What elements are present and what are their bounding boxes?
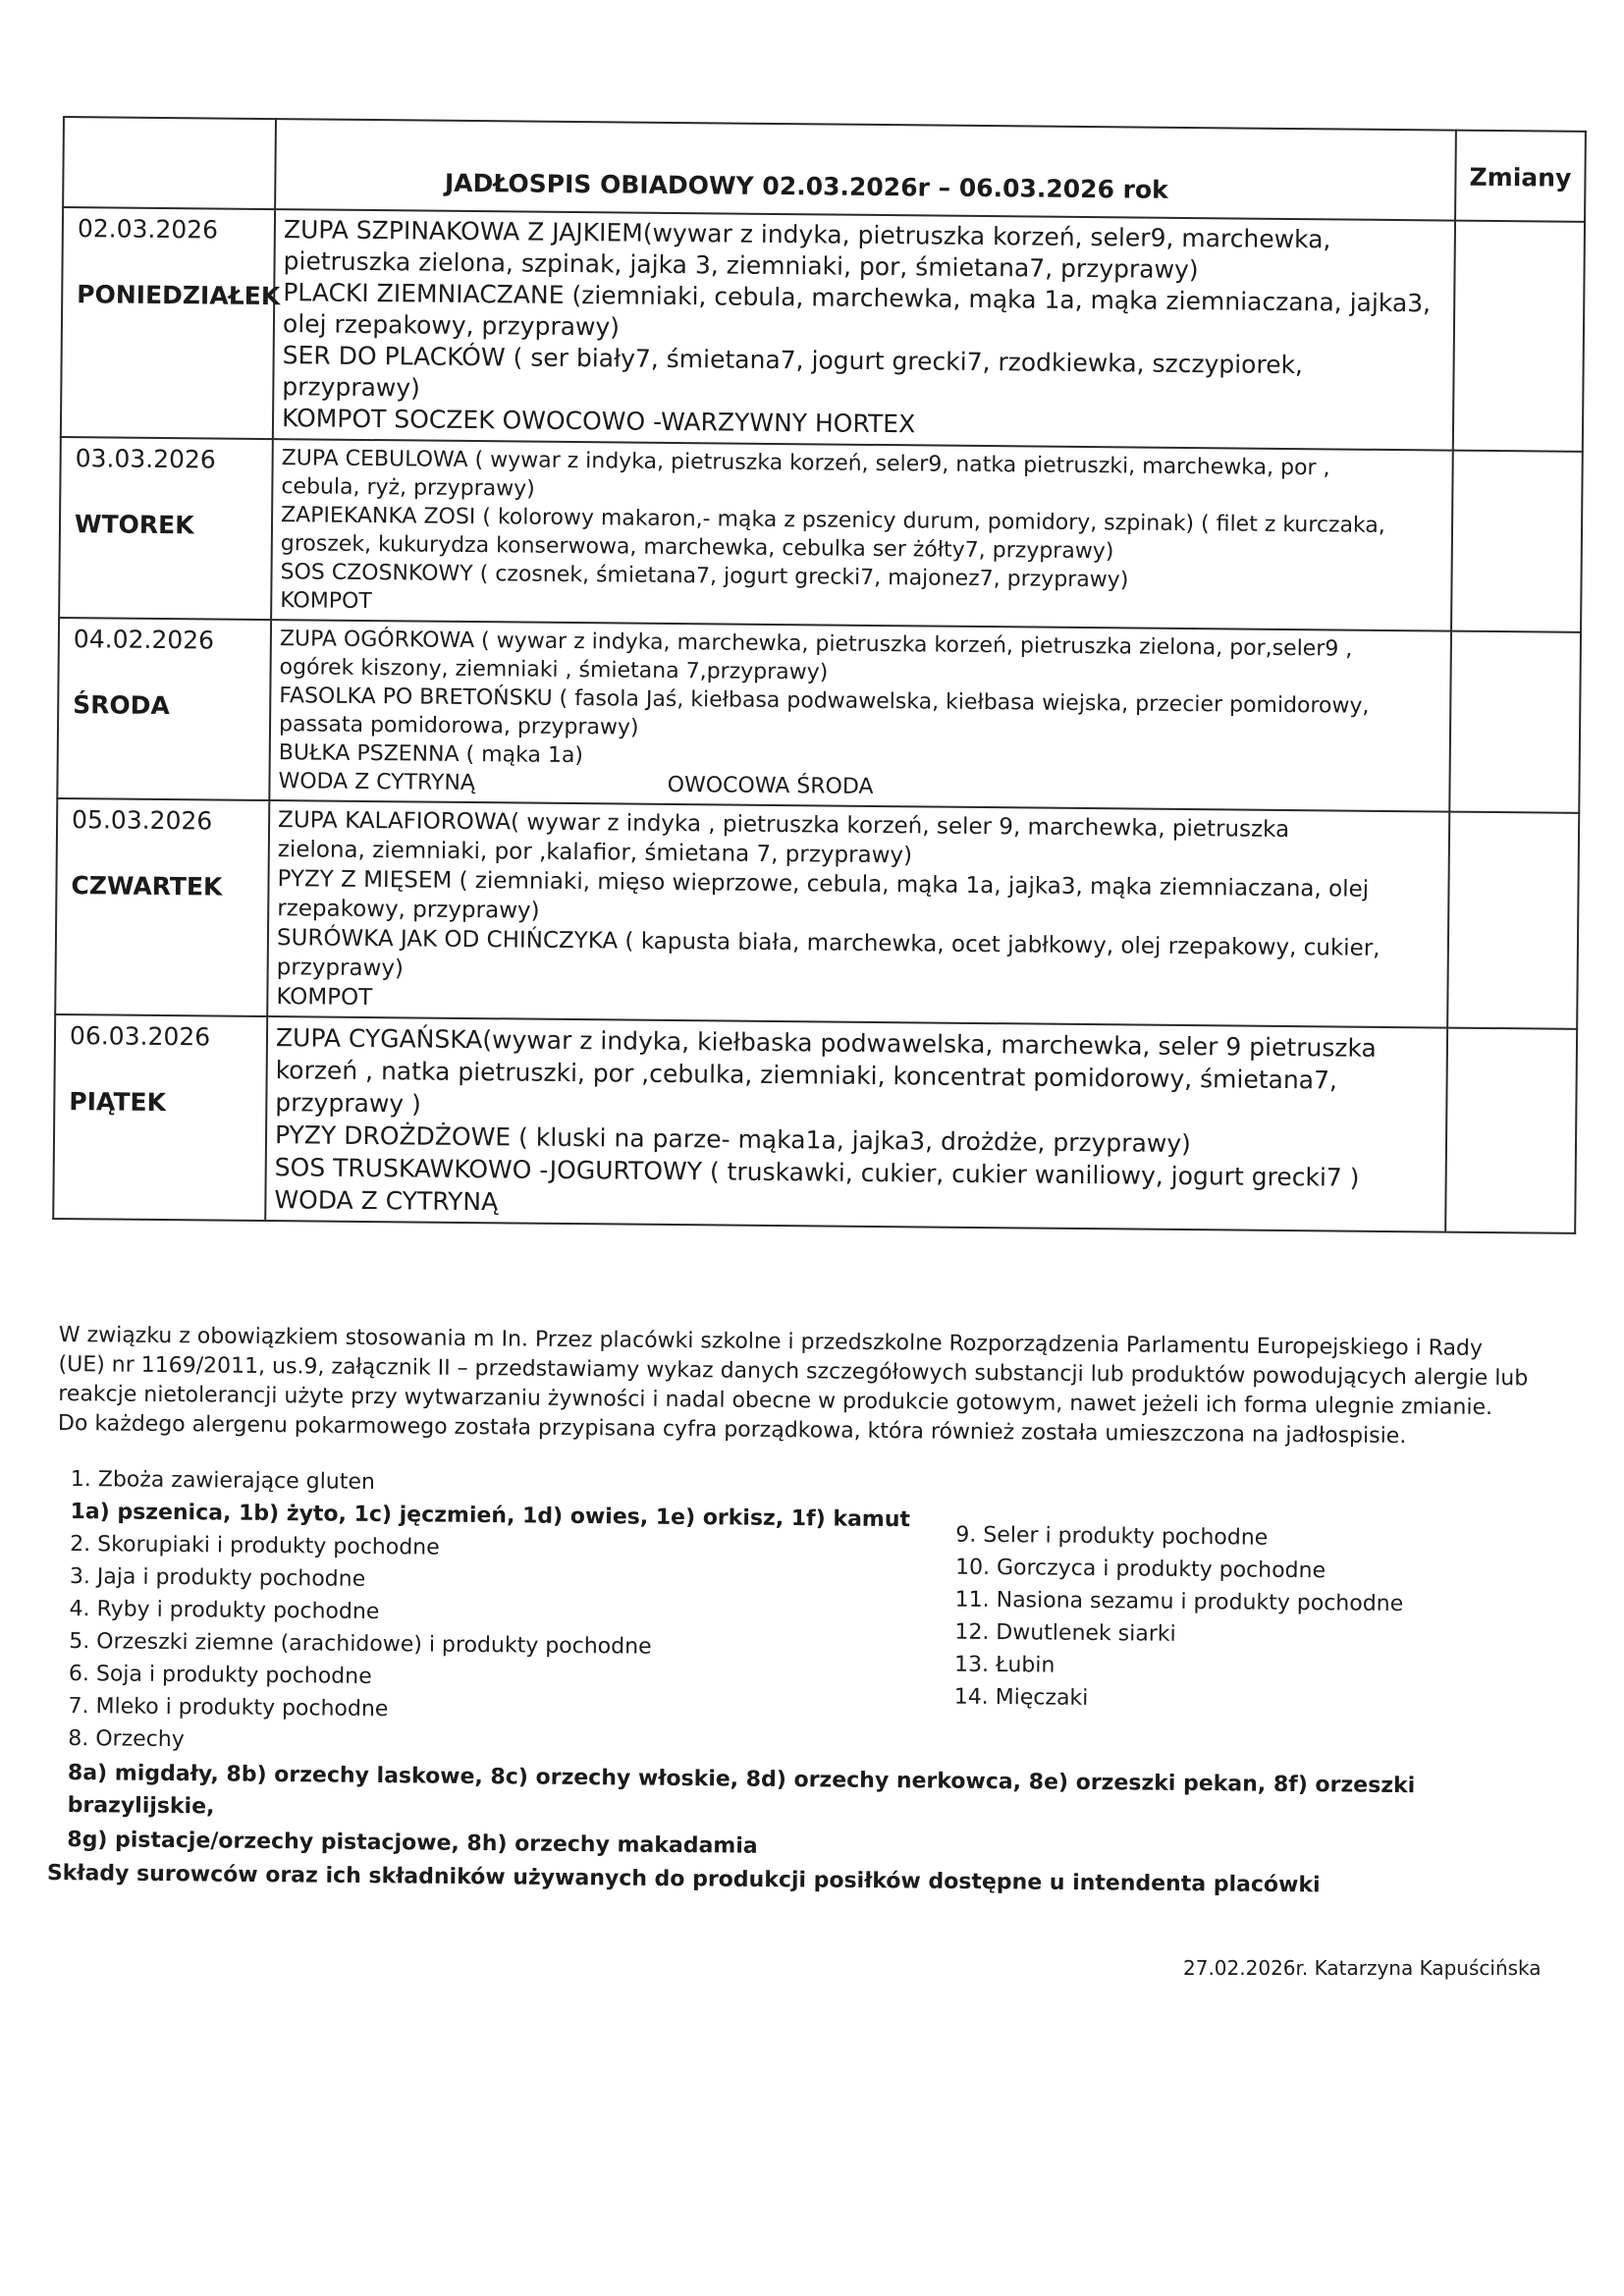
allergen-item: 3. Jaja i produkty pochodne [69,1563,366,1592]
allergen-list-right [954,1519,1447,1719]
header-changes-cell [1455,131,1586,222]
day-name: PONIEDZIAŁEK [77,280,281,311]
allergen-item: 14. Mięczaki [953,1684,1089,1711]
dish-line: rzepakowy, przyprawy) [277,896,540,924]
day-date: 04.02.2026 [73,625,215,655]
dish-line: ZUPA CEBULOWA ( wywar z indyka, pietruszka korzeń, seler9, natka pietruszki, marchewka, por , [281,446,1330,481]
dish-line: SOS CZOSNKOWY ( czosnek, śmietana7, jogurt grecki7, majonez7, przyprawy) [280,560,1129,593]
dishes-cell [267,800,1449,1028]
allergen-item: 11. Nasiona sezamu i produkty pochodne [954,1587,1404,1617]
allergen-item: 12. Dwutlenek siarki [954,1619,1176,1647]
dish-line: korzeń , natka pietruszki, por ,cebulka, ziemniaki, koncentrat pomidorowy, śmietana7, [275,1056,1338,1095]
dish-line: ZAPIEKANKA ZOSI ( kolorowy makaron,- mąka z pszenicy durum, pomidory, szpinak) ( filet z kurczaka, [280,503,1385,538]
day-name: WTOREK [74,510,194,540]
dish-line: passata pomidorowa, przyprawy) [278,712,639,740]
day-date: 03.03.2026 [75,444,216,474]
day-name: CZWARTEK [71,871,223,902]
changes-cell [1447,812,1579,1029]
dishes-cell [273,209,1455,451]
intro-line: Do każdego alergenu pokarmowego została przypisana cyfra porządkowa, która również została umieszczona na jadłospisie. [57,1410,1407,1449]
allergen-item: 13. Łubin [953,1652,1056,1678]
allergen-item: 2. Skorupiaki i produkty pochodne [70,1531,440,1560]
day-date: 06.03.2026 [69,1021,211,1052]
dish-line: cebula, ryż, przyprawy) [281,474,535,502]
day-name: ŚRODA [73,690,170,721]
dish-line: PYZY Z MIĘSEM ( ziemniaki, mięso wieprzowe, cebula, mąka 1a, jajka3, mąka ziemniaczana, olej [277,866,1370,902]
changes-cell [1449,631,1581,813]
changes-label: Zmiany [1469,162,1572,192]
day-date: 02.03.2026 [77,214,219,245]
dish-line: groszek, kukurydza konserwowa, marchewka, cebulka ser żółty7, przyprawy) [280,531,1114,565]
intro-line: reakcje nietolerancji użyte przy wytwarzaniu żywności i nadal obecne w produkcie gotowym, nawet jeżeli ich forma ulegnie zmianie. [58,1381,1493,1421]
day-cell [61,207,281,439]
allergen-item: 1a) pszenica, 1b) żyto, 1c) jęczmień, 1d) owies, 1e) orkisz, 1f) kamut [70,1499,911,1533]
nuts-line: 8g) pistacje/orzechy pistacjowe, 8h) orzechy makadamia [67,1827,758,1859]
allergen-item: 9. Seler i produkty pochodne [955,1522,1269,1551]
dish-line: KOMPOT [280,588,372,615]
day-row-thursday [55,798,1579,1029]
allergen-item: 10. Gorczyca i produkty pochodne [954,1555,1326,1584]
allergen-item: 4. Ryby i produkty pochodne [69,1596,380,1625]
nuts-line: 8a) migdały, 8b) orzechy laskowe, 8c) orzechy włoskie, 8d) orzechy nerkowca, 8e) orzeszki pekan, 8f) orzeszki brazylijskie, [67,1760,1416,1820]
dish-line: KOMPOT SOCZEK OWOCOWO -WARZYWNY HORTEX [281,404,916,439]
changes-cell [1451,451,1583,632]
menu-title: JADŁOSPIS OBIADOWY 02.03.2026r – 06.03.2026 rok [444,168,1168,204]
day-row-wednesday [57,618,1581,813]
dish-line: ogórek kiszony, ziemniaki , śmietana 7,przyprawy) [279,655,829,685]
dish-line: olej rzepakowy, przyprawy) [282,309,621,342]
allergen-intro [58,1321,1551,1453]
intro-line: W związku z obowiązkiem stosowania m In. Przez placówki szkolne i przedszkolne Rozporządzenia Parlamentu Europejskiego i Rady [58,1322,1484,1361]
dishes-cell [271,439,1453,631]
dishes-cell [269,620,1451,812]
allergen-item: 5. Orzeszki ziemne (arachidowe) i produkty pochodne [69,1628,652,1660]
day-cell [55,798,269,1016]
day-cell [57,618,271,800]
dish-line: ZUPA OGÓRKOWA ( wywar z indyka, marchewka, pietruszka korzeń, pietruszka zielona, por,seler9 , [279,627,1353,662]
ingredients-note: Składy surowców oraz ich składników używanych do produkcji posiłków dostępne u intendenta placówki [46,1861,1321,1898]
dish-line: WODA Z CYTRYNĄ OWOCOWA ŚRODA [278,769,874,799]
day-name: PIĄTEK [69,1087,167,1118]
dish-line: SOS TRUSKAWKOWO -JOGURTOWY ( truskawki, cukier, cukier waniliowy, jogurt grecki7 ) [274,1153,1360,1192]
day-cell [59,437,273,620]
allergen-item: 6. Soja i produkty pochodne [68,1661,372,1689]
dish-line: PYZY DROŻDŻOWE ( kluski na parze- mąka1a, jajka3, drożdże, przyprawy) [274,1121,1191,1159]
allergen-item: 1. Zboża zawierające gluten [70,1466,375,1495]
dish-line: ZUPA CYGAŃSKA(wywar z indyka, kiełbaska podwawelska, marchewka, seler 9 pietruszka [275,1023,1377,1063]
signature: 27.02.2026r. Katarzyna Kapuścińska [1183,1956,1542,1980]
dish-line: przyprawy ) [275,1088,421,1119]
dish-line: ZUPA SZPINAKOWA Z JAJKIEM(wywar z indyka, pietruszka korzeń, seler9, marchewka, [283,215,1331,254]
dish-line: ZUPA KALAFIOROWA( wywar z indyka , pietruszka korzeń, seler 9, marchewka, pietruszka [278,807,1290,844]
dish-line: FASOLKA PO BRETOŃSKU ( fasola Jaś, kiełbasa podwawelska, kiełbasa wiejska, przecier pomidorowy, [279,683,1370,719]
dish-line: SURÓWKA JAK OD CHIŃCZYKA ( kapusta biała, marchewka, ocet jabłkowy, olej rzepakowy, cukier, [276,925,1380,961]
changes-cell [1445,1028,1577,1233]
allergen-item: 7. Mleko i produkty pochodne [68,1693,389,1722]
dish-line: przyprawy) [276,955,405,982]
menu-table [52,116,1587,1234]
allergen-item: 8. Orzechy [68,1725,185,1753]
allergen-list [67,1463,1543,1870]
day-row-tuesday [59,437,1583,632]
menu-header-row [63,117,1586,222]
allergen-list-left [68,1463,935,1763]
dish-line: BUŁKA PSZENNA ( mąka 1a) [278,740,584,769]
dish-line: pietruszka zielona, szpinak, jajka 3, ziemniaki, por, śmietana7, przyprawy) [283,246,1199,285]
header-empty-cell [63,117,276,209]
dish-line: SER DO PLACKÓW ( ser biały7, śmietana7, jogurt grecki7, rzodkiewka, szczypiorek, przyprawy) [282,341,1304,403]
dishes-cell [265,1016,1447,1232]
dish-line: zielona, ziemniaki, por ,kalafior, śmietana 7, przyprawy) [277,837,913,869]
dish-line: KOMPOT [276,984,373,1011]
header-title-cell [275,119,1456,221]
day-row-monday [61,207,1585,452]
day-date: 05.03.2026 [71,805,213,836]
day-row-friday [53,1014,1577,1233]
dish-line: WODA Z CYTRYNĄ [274,1185,499,1217]
dish-line: PLACKI ZIEMNIACZANE (ziemniaki, cebula, marchewka, mąka 1a, mąka ziemniaczana, jajka3, [283,278,1432,318]
intro-line: (UE) nr 1169/2011, us.9, załącznik II – przedstawiamy wykaz danych szczegółowych substancji lub produktów powodujących alergie lub [58,1351,1529,1392]
changes-cell [1453,221,1585,452]
day-cell [53,1014,267,1221]
